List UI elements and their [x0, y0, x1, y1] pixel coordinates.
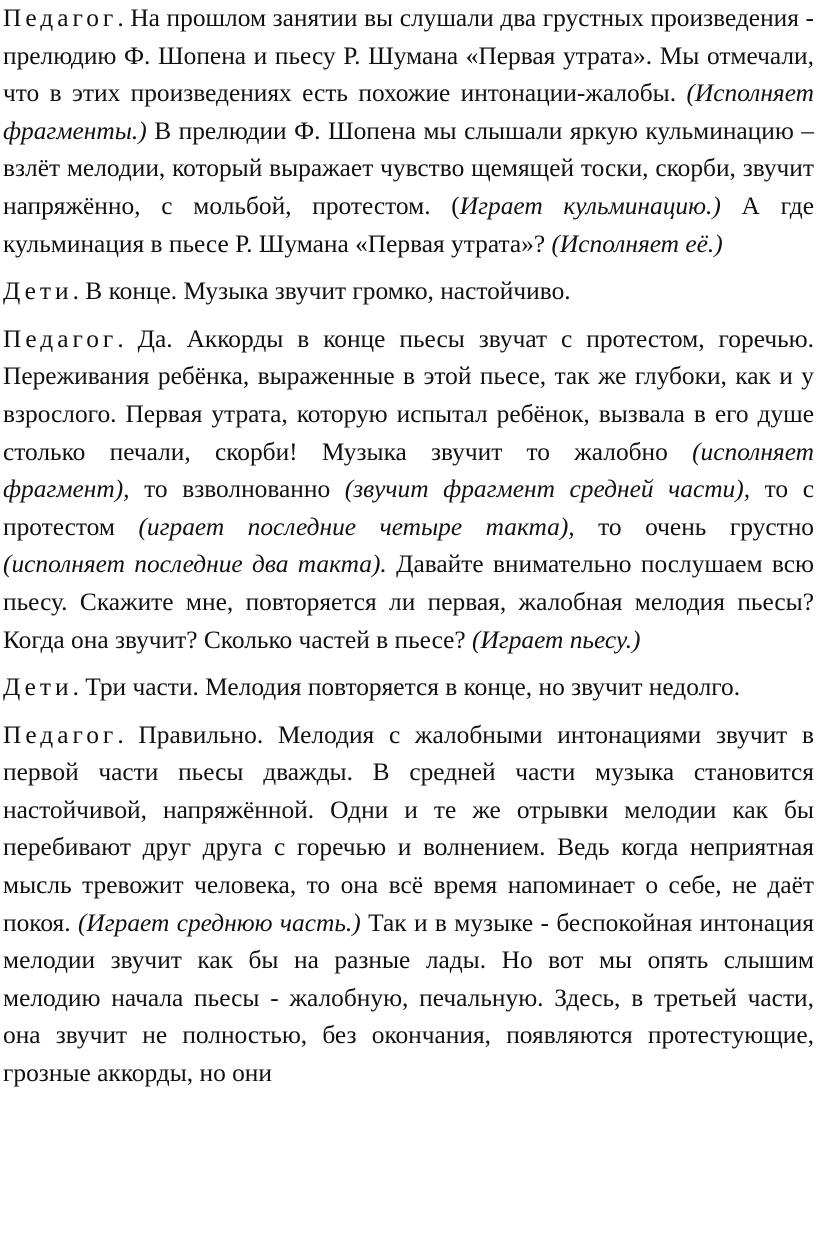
paragraph-children-1: [3, 273, 814, 311]
text-segment: . Да. Аккорды в конце пьесы звучат с протестом, горечью. Переживания ребёнка, выраженные в этой пьесе, так же глубоки, как и у взрослого. Первая утрата, которую испытал ребёнок, вызвала в его душе столько печали, скорби! Музыка звучит то жалобно: [3, 324, 814, 466]
speaker-label: Педагог: [3, 4, 118, 32]
paragraph-teacher-1: [3, 0, 814, 263]
text-segment: то взволнованно: [129, 475, 345, 504]
paragraph-children-2: [3, 669, 814, 707]
text-segment: А где кульминация в пьесе Р. Шумана «Первая утрата»?: [3, 191, 814, 258]
stage-direction: (Исполняет её.): [551, 229, 723, 258]
speaker-label: Дети: [3, 673, 73, 702]
text-segment: то с протестом: [3, 475, 815, 541]
stage-direction: (Исполняет фрагменты.): [3, 79, 814, 145]
text-segment: . Три части. Мелодия повторяется в конце, но звучит недолго.: [72, 673, 741, 702]
stage-direction: (играет последние четыре такта),: [138, 512, 575, 541]
paragraph-teacher-2: [3, 321, 814, 659]
text-segment: . На прошлом занятии вы слушали два грустных произведения - прелюдию Ф. Шопена и пьесу Р. Шумана «Первая утрата». Мы отмечали, что в этих произведениях есть похожие интонации-жалобы.: [3, 4, 814, 108]
text-segment: Давайте внимательно послушаем всю пьесу. Скажите мне, повторяется ли первая, жалобная мелодия пьесы? Когда она звучит? Сколько частей в пьесе?: [3, 550, 814, 654]
stage-direction: (Играет среднюю часть.): [77, 908, 361, 937]
text-segment: . В конце. Музыка звучит громко, настойчиво.: [72, 277, 571, 306]
text-segment: В прелюдии Ф. Шопена мы слышали яркую кульминацию – взлёт мелодии, который выражает чувство щемящей тоски, скорби, звучит напряжённо, с мольбой, протестом. (: [3, 116, 814, 220]
stage-direction: (исполняет фрагмент),: [3, 437, 814, 504]
text-segment: Так и в музыке - беспокойная интонация мелодии звучит как бы на разные лады. Но вот мы опять слышим мелодию начала пьесы - жалобную, печальную. Здесь, в третьей части, она звучит не полностью, без окончания, появляются протестующие, грозные аккорды, но они: [3, 908, 814, 1088]
speaker-label: Педагог: [3, 324, 118, 353]
stage-direction: (исполняет последние два такта).: [3, 550, 387, 579]
speaker-label: Педагог: [3, 720, 118, 749]
stage-direction: Играет кульминацию.): [459, 191, 721, 220]
stage-direction: (Играет пьесу.): [472, 625, 641, 654]
text-segment: . Правильно. Мелодия с жалобными интонациями звучит в первой части пьесы дважды. В средней части музыка становится настойчивой, напряжённой. Одни и те же отрывки мелодии как бы перебивают друг друга с горечью и волнением. Ведь когда неприятная мысль тревожит человека, то она всё время напоминает о себе, не даёт покоя.: [3, 720, 814, 937]
text-segment: то очень грустно: [574, 512, 814, 541]
speaker-label: Дети: [3, 277, 73, 306]
paragraph-teacher-3: [3, 717, 814, 1093]
stage-direction: (звучит фрагмент средней части),: [344, 475, 751, 504]
